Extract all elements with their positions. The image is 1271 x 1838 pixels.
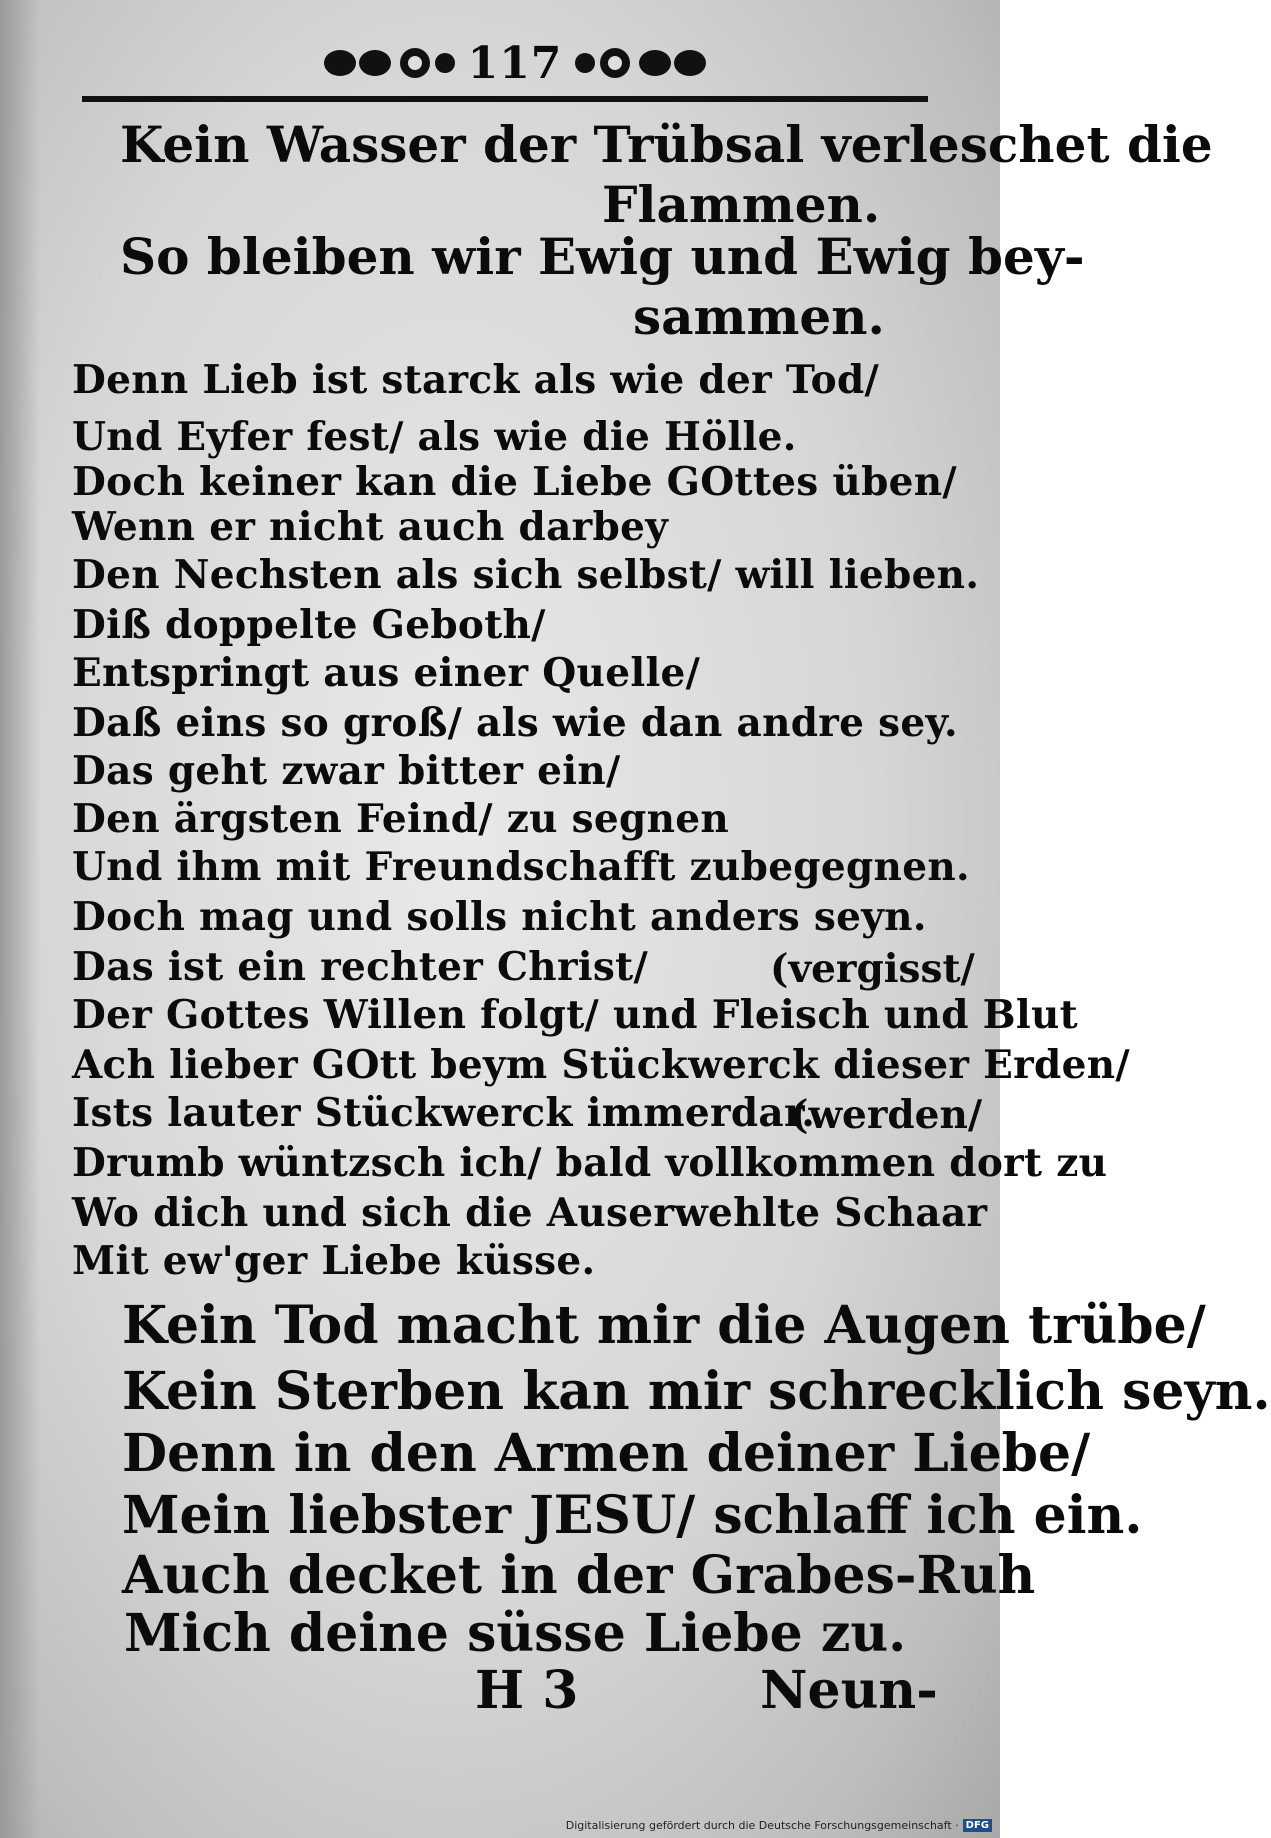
verse-line: Daß eins so groß/ als wie dan andre sey.: [72, 700, 958, 746]
verse-line: Ach lieber GOtt beym Stückwerck dieser Erden/: [72, 1042, 1130, 1088]
verse-line: Den ärgsten Feind/ zu segnen: [72, 796, 730, 842]
chorus-line: Mein liebster JESU/ schlaff ich ein.: [122, 1485, 1143, 1546]
verse-line: Und Eyfer fest/ als wie die Hölle.: [72, 414, 797, 460]
ornament-left-icon: [320, 43, 460, 83]
heading-line-3: So bleiben wir Ewig und Ewig bey-: [120, 227, 1085, 286]
verse-line: Und ihm mit Freundschafft zubegegnen.: [72, 844, 970, 890]
footer-text: Digitalisierung gefördert durch die Deutsche Forschungsgemeinschaft ·: [565, 1819, 959, 1832]
heading-line-4: sammen.: [633, 287, 885, 346]
header-rule: [82, 96, 928, 102]
signature-mark: H 3: [475, 1660, 579, 1721]
catchword: Neun-: [760, 1660, 938, 1721]
verse-line: Mit ew'ger Liebe küsse.: [72, 1238, 596, 1284]
verse-line: Doch keiner kan die Liebe GOttes üben/: [72, 459, 957, 505]
footer-credit: [566, 1819, 992, 1832]
page-shadow: [0, 0, 40, 1838]
heading-line-2: Flammen.: [602, 175, 881, 234]
verse-line: Wo dich und sich die Auserwehlte Schaar: [72, 1190, 988, 1236]
verse-line: Entspringt aus einer Quelle/: [72, 650, 701, 696]
verse-line: Das geht zwar bitter ein/: [72, 748, 621, 794]
ornament-right-icon: [570, 43, 710, 83]
verse-line: Wenn er nicht auch darbey: [72, 504, 669, 550]
chorus-line: Denn in den Armen deiner Liebe/: [122, 1423, 1091, 1484]
verse-line: Den Nechsten als sich selbst/ will lieben.: [72, 552, 980, 598]
heading-line-1: Kein Wasser der Trübsal verleschet die: [120, 115, 1213, 174]
verse-line: Der Gottes Willen folgt/ und Fleisch und Blut: [72, 992, 1078, 1038]
verse-line: Denn Lieb ist starck als wie der Tod/: [72, 357, 880, 403]
verse-overflow-note: (vergisst/: [770, 946, 975, 992]
verse-line: Ists lauter Stückwerck immerdar.: [72, 1090, 816, 1136]
dfg-logo: DFG: [963, 1819, 992, 1832]
chorus-line: Auch decket in der Grabes-Ruh: [122, 1545, 1036, 1606]
chorus-line: Kein Tod macht mir die Augen trübe/: [122, 1295, 1206, 1356]
page-header: [330, 38, 700, 88]
verse-line: Das ist ein rechter Christ/: [72, 944, 649, 990]
verse-line: Drumb wüntzsch ich/ bald vollkommen dort zu: [72, 1140, 1108, 1186]
verse-overflow-note: (werden/: [790, 1092, 983, 1138]
verse-line: Diß doppelte Geboth/: [72, 602, 546, 648]
page-number: 117: [467, 37, 563, 89]
chorus-line: Kein Sterben kan mir schrecklich seyn.: [122, 1361, 1271, 1422]
chorus-line: Mich deine süsse Liebe zu.: [124, 1603, 907, 1664]
verse-line: Doch mag und solls nicht anders seyn.: [72, 894, 927, 940]
